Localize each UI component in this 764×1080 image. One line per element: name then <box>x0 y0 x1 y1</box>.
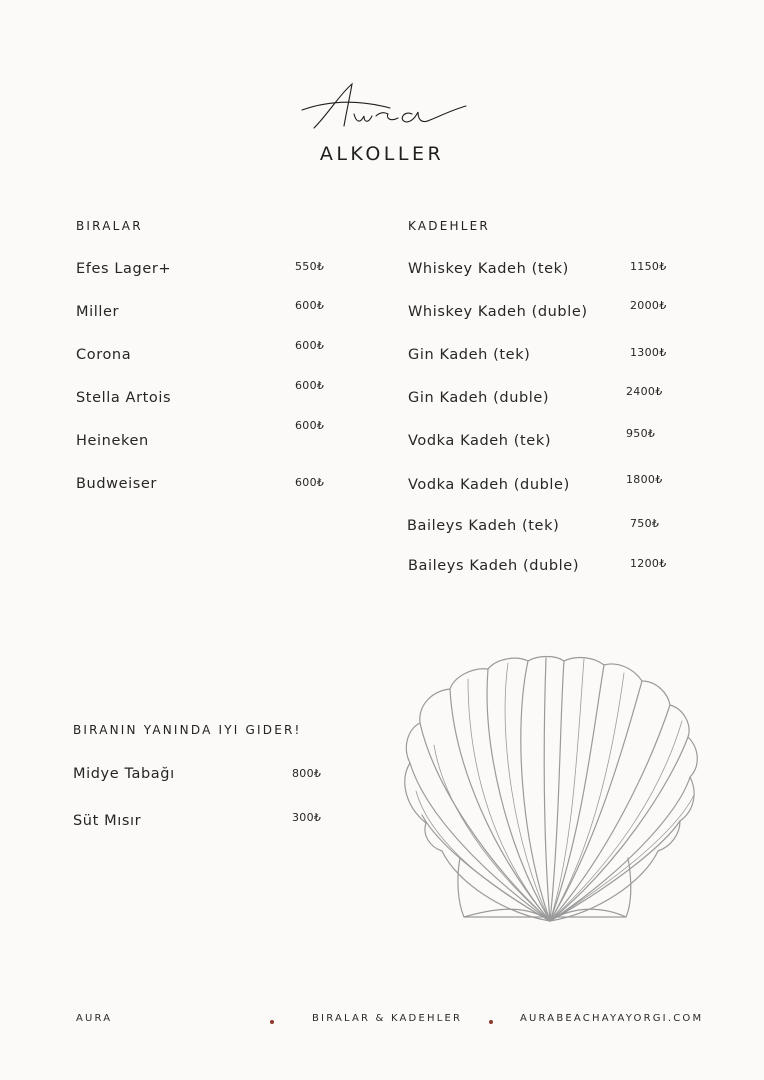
page-title: ALKOLLER <box>319 143 445 165</box>
menu-item-name: Vodka Kadeh (duble) <box>408 477 570 493</box>
menu-item-price: 950₺ <box>626 427 656 440</box>
footer-brand: AURA <box>76 1013 113 1024</box>
menu-item-price: 1200₺ <box>630 557 667 570</box>
menu-item-name: Midye Tabağı <box>73 766 175 782</box>
menu-item-name: Efes Lager+ <box>76 261 172 277</box>
menu-item-price: 300₺ <box>292 811 322 824</box>
menu-item-price: 2000₺ <box>630 299 667 312</box>
section-heading-kadehler: KADEHLER <box>408 219 490 233</box>
menu-item-price: 1150₺ <box>630 260 667 273</box>
menu-item-name: Baileys Kadeh (tek) <box>407 518 560 534</box>
menu-item-name: Baileys Kadeh (duble) <box>408 558 580 574</box>
footer-section-label: BIRALAR & KADEHLER <box>312 1013 463 1024</box>
menu-item-name: Gin Kadeh (tek) <box>408 347 531 363</box>
menu-item-price: 1300₺ <box>630 346 667 359</box>
footer-website-link[interactable]: AURABEACHAYAYORGI.COM <box>520 1013 704 1024</box>
footer-dot <box>489 1020 493 1024</box>
menu-item-price: 600₺ <box>295 299 325 312</box>
scallop-shell-icon <box>398 655 702 925</box>
menu-item-name: Miller <box>76 304 120 320</box>
aura-script-logo <box>300 70 470 140</box>
section-heading-biralar: BIRALAR <box>76 219 143 233</box>
menu-item-name: Whiskey Kadeh (duble) <box>408 304 588 320</box>
menu-item-name: Vodka Kadeh (tek) <box>408 433 552 449</box>
menu-item-name: Budweiser <box>76 476 157 492</box>
menu-item-price: 2400₺ <box>626 385 663 398</box>
menu-item-price: 600₺ <box>295 339 325 352</box>
section-heading-yaninda: BIRANIN YANINDA IYI GIDER! <box>73 723 302 737</box>
menu-item-price: 800₺ <box>292 767 322 780</box>
footer-dot <box>270 1020 274 1024</box>
menu-item-price: 550₺ <box>295 260 325 273</box>
menu-item-name: Corona <box>76 347 132 363</box>
menu-item-price: 600₺ <box>295 379 325 392</box>
menu-item-price: 1800₺ <box>626 473 663 486</box>
menu-item-name: Stella Artois <box>76 390 172 406</box>
menu-item-name: Gin Kadeh (duble) <box>408 390 550 406</box>
menu-item-name: Süt Mısır <box>73 813 142 829</box>
menu-item-name: Whiskey Kadeh (tek) <box>408 261 569 277</box>
menu-item-price: 600₺ <box>295 476 325 489</box>
menu-item-price: 750₺ <box>630 517 660 530</box>
menu-item-price: 600₺ <box>295 419 325 432</box>
menu-item-name: Heineken <box>76 433 149 449</box>
